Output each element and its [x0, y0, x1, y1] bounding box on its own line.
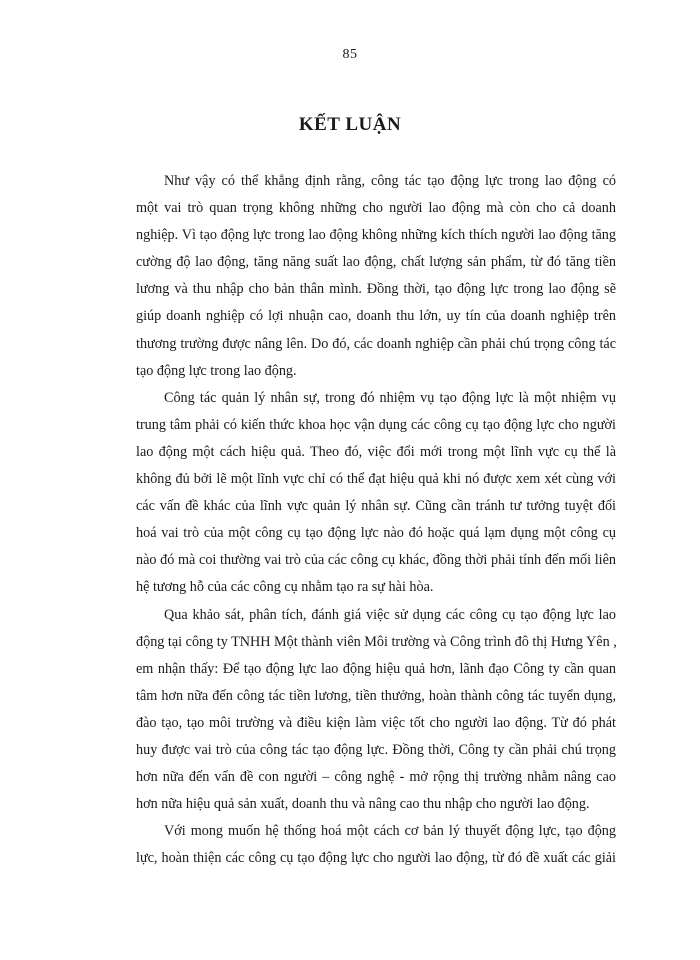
paragraph-1-line-1: Như vậy có thể khẳng định rằng, công tác tạo động lực trong lao động có [164, 173, 616, 189]
paragraph-2-line-3: lao động một cách hiệu quả. Theo đó, việc đổi mới trong một lĩnh vực cụ thể là [136, 443, 616, 460]
paragraph-2-line-4: không đủ bởi lẽ một lĩnh vực chỉ có thể đạt hiệu quả khi nó được xem xét cùng với [136, 471, 616, 488]
paragraph-1-line-2: một vai trò quan trọng không những cho người lao động mà còn cho cả doanh [136, 200, 616, 217]
body-text [136, 168, 616, 872]
paragraph-3-line-1: Qua khảo sát, phân tích, đánh giá việc sử dụng các công cụ tạo động lực lao [164, 606, 616, 623]
paragraph-2-line-8: hệ tương hỗ của các công cụ nhằm tạo ra sự hài hòa. [136, 579, 434, 596]
paragraph-2-line-2: trung tâm phải có kiến thức khoa học vận dụng các công cụ tạo động lực cho người [136, 416, 616, 433]
paragraph-2-line-7: nào đó mà coi thường vai trò của các công cụ khác, đồng thời phải tính đến mối liên [136, 552, 616, 569]
paragraph-1-line-6: giúp doanh nghiệp có lợi nhuận cao, doanh thu lớn, uy tín của doanh nghiệp trên [136, 308, 616, 325]
paragraph-3-line-2: động tại công ty TNHH Một thành viên Môi trường và Công trình đô thị Hưng Yên , [136, 633, 617, 650]
paragraph-3-line-3: em nhận thấy: Để tạo động lực lao động hiệu quả hơn, lãnh đạo Công ty cần quan [136, 660, 616, 677]
paragraph-1-line-3: nghiệp. Vì tạo động lực trong lao động không những kích thích người lao động tăng [136, 227, 616, 244]
paragraph-3-line-6: huy được vai trò của công tác tạo động lực. Đồng thời, Công ty cần phải chú trọng [136, 741, 616, 758]
paragraph-1-line-5: lương và thu nhập cho bản thân mình. Đồng thời, tạo động lực trong lao động sẽ [136, 281, 616, 298]
page-title: KẾT LUẬN [298, 114, 402, 135]
paragraph-1-line-4: cường độ lao động, tăng năng suất lao động, chất lượng sản phẩm, từ đó tăng tiền [136, 254, 616, 271]
paragraph-3-line-5: đào tạo, tạo môi trường và điều kiện làm việc tốt cho người lao động. Từ đó phát [136, 714, 616, 731]
paragraph-2-line-5: các vấn đề khác của lĩnh vực quản lý nhân sự. Cũng cần tránh tư tưởng tuyệt đối [136, 498, 616, 515]
paragraph-4-line-1: Với mong muốn hệ thống hoá một cách cơ bản lý thuyết động lực, tạo động [164, 823, 616, 840]
page-number: 85 [342, 47, 358, 62]
paragraph-2-line-1: Công tác quản lý nhân sự, trong đó nhiệm vụ tạo động lực là một nhiệm vụ [164, 389, 616, 406]
paragraph-3-line-4: tâm hơn nữa đến công tác tiền lương, tiền thưởng, hoàn thành công tác tuyển dụng, [136, 687, 616, 704]
paragraph-4-line-2: lực, hoàn thiện các công cụ tạo động lực cho người lao động, từ đó đề xuất các giải [136, 850, 616, 867]
paragraph-3-line-7: hơn nữa đến vấn đề con người – công nghệ - mở rộng thị trường nhằm nâng cao [136, 769, 616, 786]
paragraph-1-line-8: tạo động lực trong lao động. [136, 362, 297, 379]
paragraph-2-line-6: hoá vai trò của một công cụ tạo động lực nào đó hoặc quá lạm dụng một công cụ [136, 525, 616, 542]
paragraph-3-line-8: hơn nữa hiệu quả sản xuất, doanh thu và nâng cao thu nhập cho người lao động. [136, 796, 590, 813]
paragraph-1-line-7: thương trường được nâng lên. Do đó, các doanh nghiệp cần phải chú trọng công tác [136, 335, 616, 352]
